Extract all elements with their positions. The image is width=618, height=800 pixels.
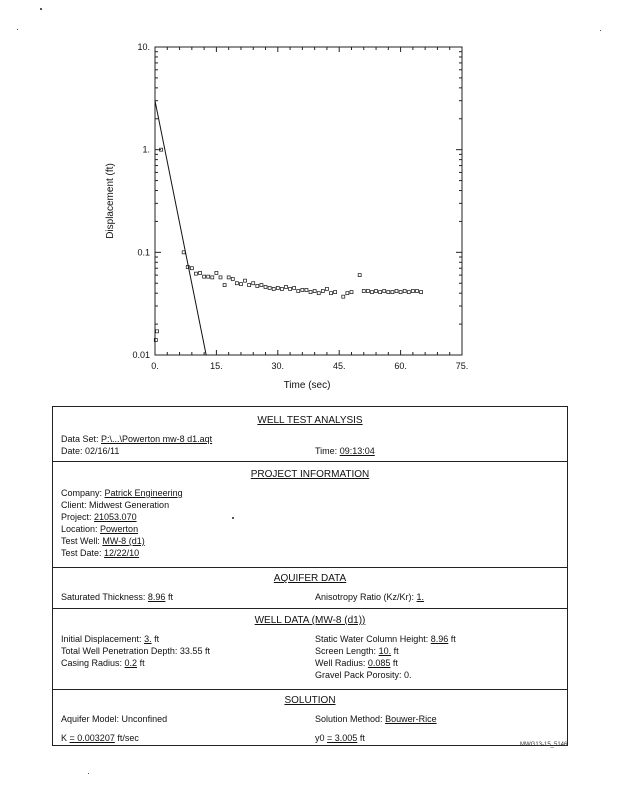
data-point: [342, 295, 345, 298]
data-point: [358, 274, 361, 277]
data-point: [256, 284, 259, 287]
k-row: K = 0.003207 ft/sec: [61, 733, 139, 743]
date-row: Date: 02/16/11: [61, 446, 120, 456]
y-axis-label: Displacement (ft): [105, 163, 116, 239]
data-point: [403, 290, 406, 293]
data-point: [420, 291, 423, 294]
x-tick-label: 15.: [210, 361, 223, 371]
data-point: [268, 286, 271, 289]
scan-speck: [600, 30, 601, 31]
y-axis: [132, 42, 462, 360]
data-point: [313, 290, 316, 293]
well-test-report: [52, 406, 568, 746]
scan-speck: [232, 517, 234, 519]
data-point: [194, 272, 197, 275]
location-row: Location: Powerton: [61, 524, 139, 534]
static-column-row: Static Water Column Height: 8.96 ft: [315, 634, 456, 644]
data-point: [375, 290, 378, 293]
data-point: [350, 291, 353, 294]
data-point: [248, 284, 251, 287]
plot-frame: [155, 47, 462, 355]
y-tick-label: 1.: [142, 144, 150, 155]
data-point: [301, 288, 304, 291]
screen-length-row: Screen Length: 10. ft: [315, 646, 399, 656]
data-point: [387, 291, 390, 294]
aquifer-model-row: Aquifer Model: Unconfined: [61, 714, 168, 724]
data-point: [370, 291, 373, 294]
divider: [53, 608, 567, 609]
data-point: [264, 285, 267, 288]
analysis-title: WELL TEST ANALYSIS: [257, 415, 363, 426]
data-point: [207, 275, 210, 278]
data-point: [203, 275, 206, 278]
solution-title: SOLUTION: [284, 695, 336, 706]
data-point: [199, 271, 202, 274]
well-data-title: WELL DATA (MW-8 (d1)): [254, 615, 366, 626]
data-point: [346, 292, 349, 295]
data-point: [182, 251, 185, 254]
data-point: [284, 285, 287, 288]
divider: [53, 567, 567, 568]
data-point: [399, 291, 402, 294]
data-point: [190, 267, 193, 270]
anisotropy-row: Anisotropy Ratio (Kz/Kr): 1.: [315, 592, 425, 602]
minor-ticks: [155, 47, 462, 355]
data-point: [415, 290, 418, 293]
data-point: [156, 330, 159, 333]
data-point: [252, 282, 255, 285]
data-point: [280, 287, 283, 290]
test-well-row: Test Well: MW-8 (d1): [61, 536, 145, 546]
solution-method-row: Solution Method: Bouwer-Rice: [315, 714, 437, 724]
fit-line: [155, 101, 206, 355]
x-axis-label: Time (sec): [283, 380, 331, 391]
data-point: [362, 290, 365, 293]
data-point: [289, 287, 292, 290]
data-point: [395, 290, 398, 293]
x-axis: [151, 47, 468, 371]
data-point: [231, 277, 234, 280]
data-point: [223, 284, 226, 287]
observed-markers: [154, 148, 422, 341]
x-tick-label: 0.: [151, 361, 159, 371]
data-point: [411, 290, 414, 293]
divider: [53, 461, 567, 462]
data-point: [235, 282, 238, 285]
data-point: [383, 290, 386, 293]
data-point: [293, 286, 296, 289]
data-point: [239, 283, 242, 286]
data-point: [244, 279, 247, 282]
scan-speck: [40, 8, 42, 10]
data-set-row: Data Set: P:\...\Powerton mw-8 d1.aqt: [61, 434, 213, 444]
client-row: Client: Midwest Generation: [61, 500, 170, 510]
well-radius-row: Well Radius: 0.085 ft: [315, 658, 398, 668]
scan-speck: [17, 29, 18, 30]
data-point: [276, 286, 279, 289]
company-row: Company: Patrick Engineering: [61, 488, 183, 498]
x-tick-label: 30.: [271, 361, 285, 371]
gravel-porosity-row: Gravel Pack Porosity: 0.: [315, 670, 412, 680]
data-point: [317, 292, 320, 295]
data-point: [321, 290, 324, 293]
data-point: [309, 291, 312, 294]
data-point: [366, 290, 369, 293]
data-point: [305, 288, 308, 291]
initial-displacement-row: Initial Displacement: 3. ft: [61, 634, 160, 644]
data-point: [227, 276, 230, 279]
y-tick-label: 0.01: [132, 350, 150, 360]
x-tick-label: 60.: [394, 361, 407, 371]
data-point: [325, 287, 328, 290]
data-point: [334, 291, 337, 294]
x-tick-label: 75.: [455, 361, 469, 371]
y-tick-label: 10.: [137, 42, 150, 52]
penetration-depth-row: Total Well Penetration Depth: 33.55 ft: [61, 646, 210, 656]
data-point: [211, 276, 214, 279]
casing-radius-row: Casing Radius: 0.2 ft: [61, 658, 145, 668]
aquifer-title: AQUIFER DATA: [273, 573, 347, 584]
footer-code: MWG13-15_5146: [520, 742, 568, 748]
data-point: [330, 292, 333, 295]
fit-line-group: [155, 101, 206, 355]
data-point: [391, 291, 394, 294]
data-point: [219, 276, 222, 279]
data-point: [297, 290, 300, 293]
data-point: [215, 271, 218, 274]
y0-row: y0 = 3.005 ft: [315, 733, 365, 743]
time-row: Time: 09:13:04: [315, 446, 375, 456]
test-date-row: Test Date: 12/22/10: [61, 548, 140, 558]
saturated-thickness-row: Saturated Thickness: 8.96 ft: [61, 592, 173, 602]
x-tick-label: 45.: [332, 361, 346, 371]
y-tick-label: 0.1: [137, 247, 150, 258]
divider: [53, 689, 567, 690]
project-title: PROJECT INFORMATION: [250, 469, 370, 480]
data-point: [260, 284, 263, 287]
scan-speck: [88, 773, 89, 774]
project-row: Project: 21053.070: [61, 512, 137, 522]
data-point: [379, 291, 382, 294]
data-point: [272, 287, 275, 290]
data-point: [407, 291, 410, 294]
